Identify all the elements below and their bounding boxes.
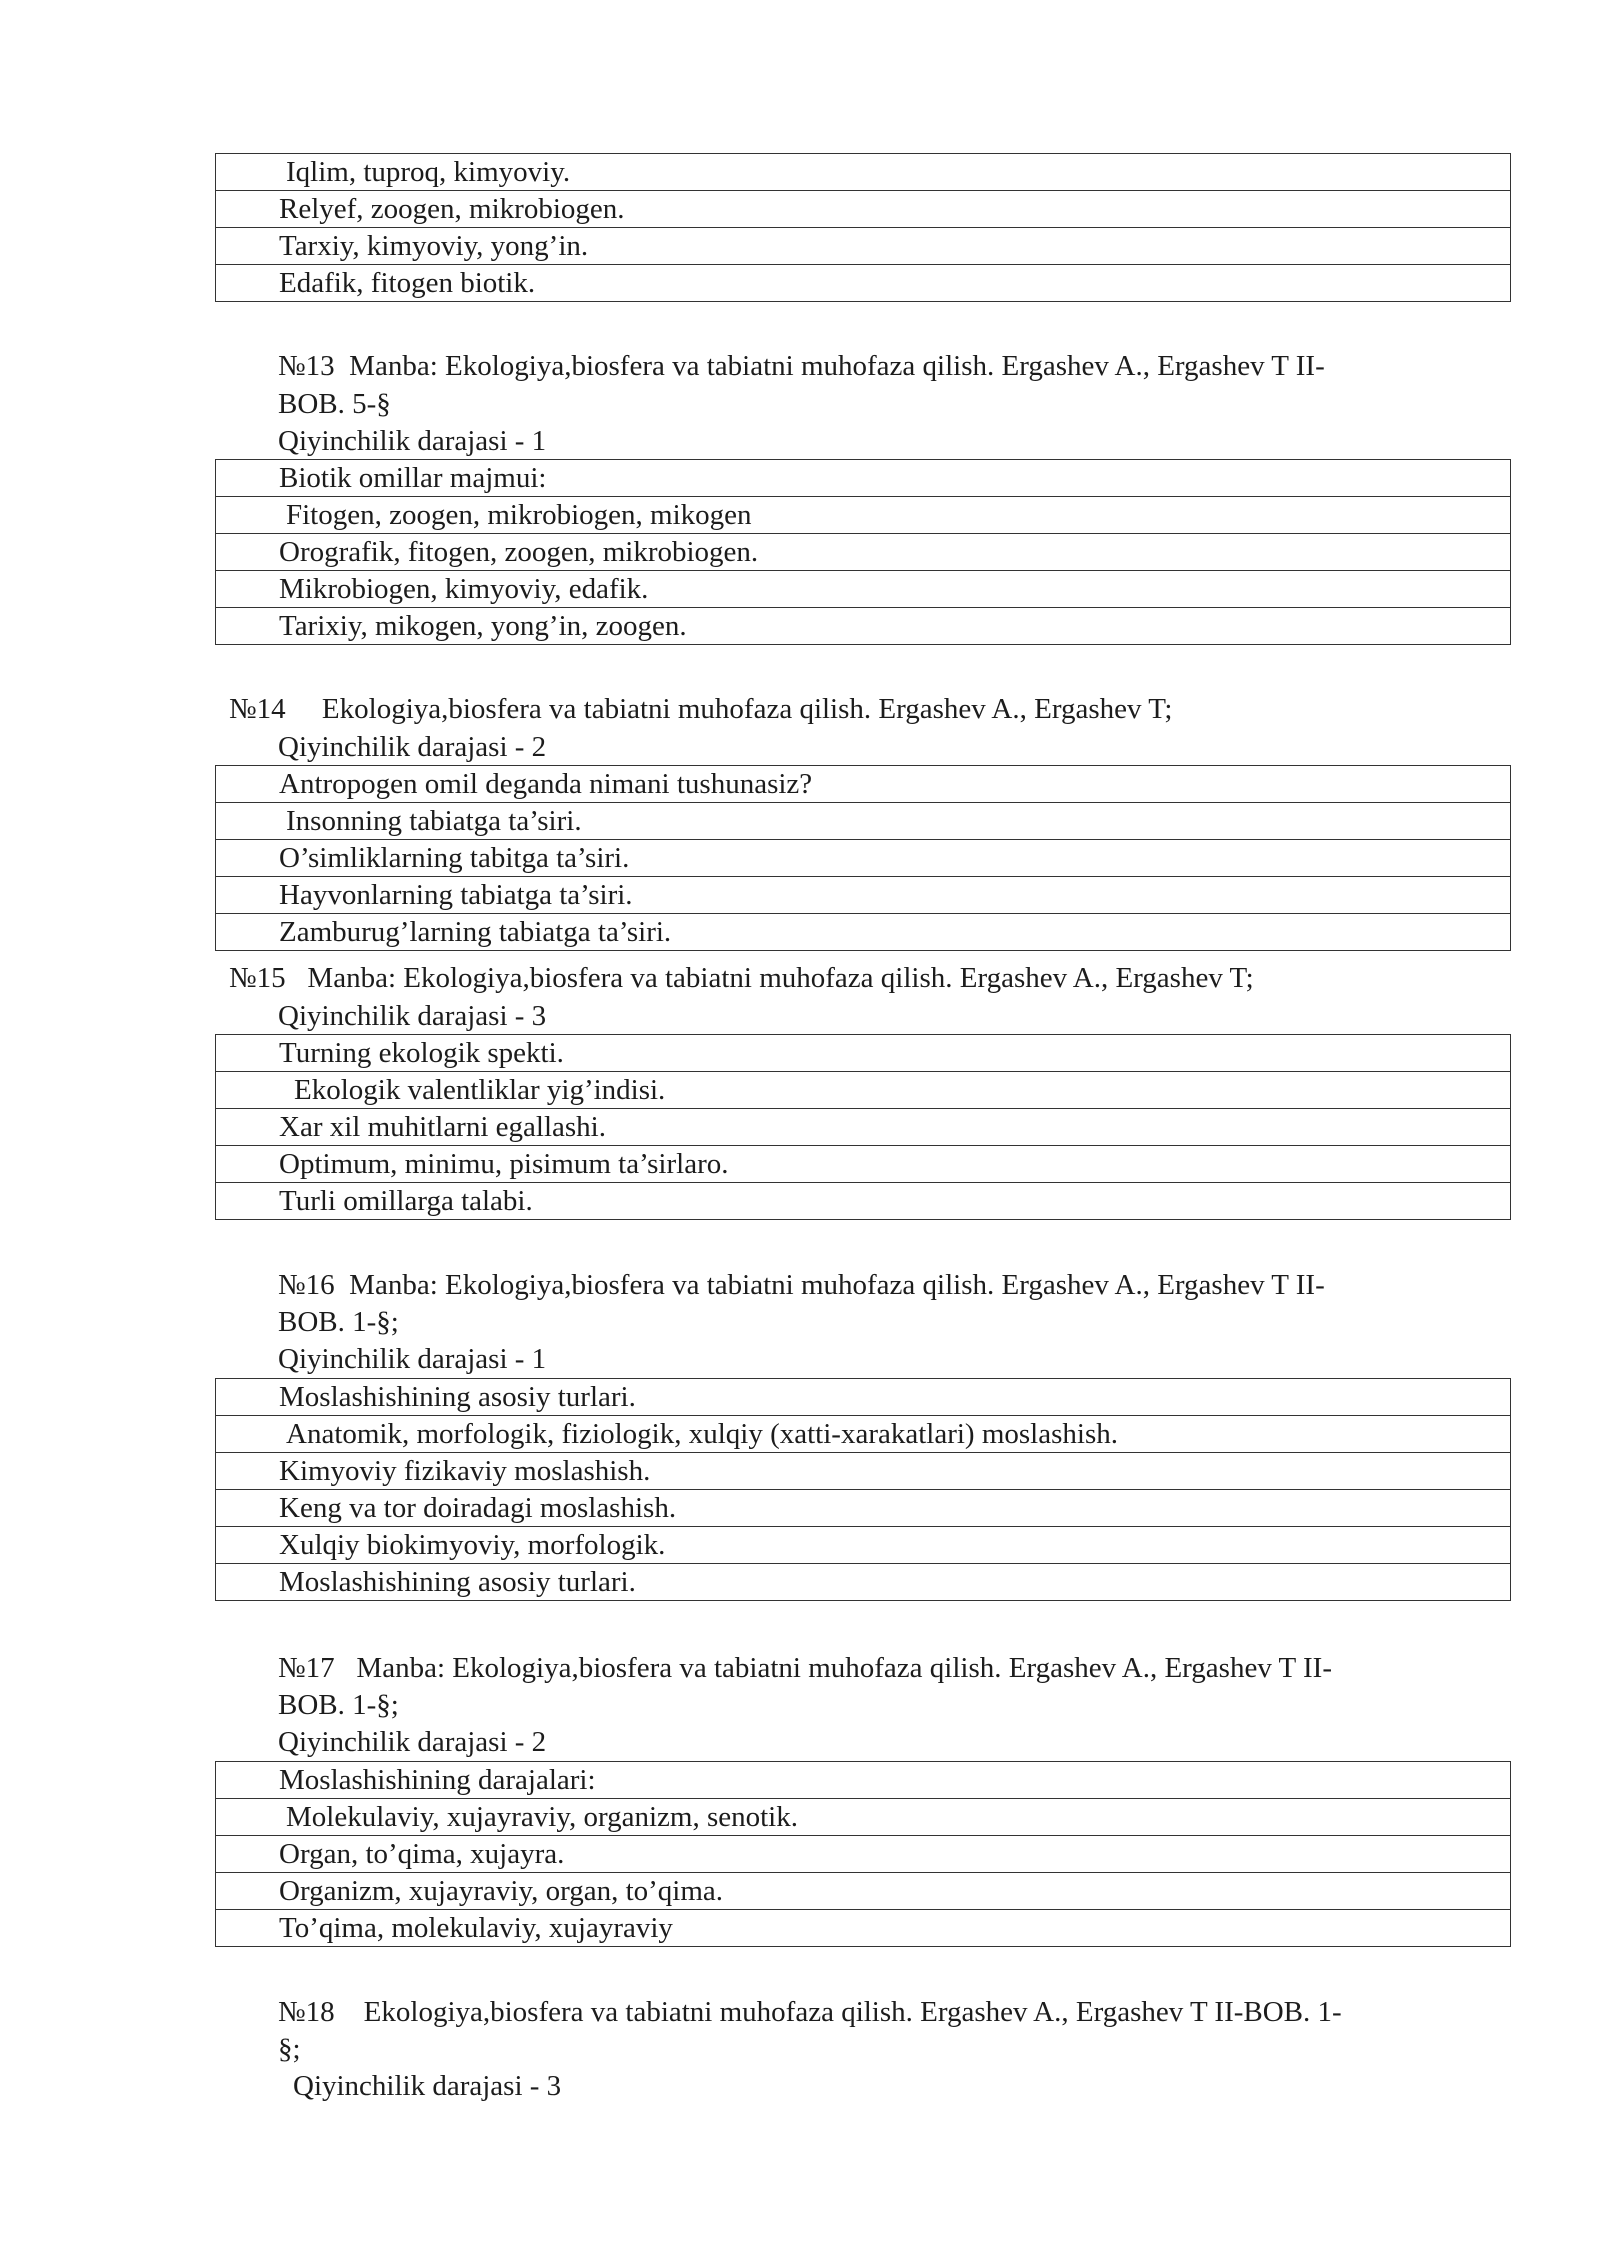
answer-row: Optimum, minimu, pisimum ta’sirlaro. xyxy=(215,1146,1511,1183)
q14-table xyxy=(215,765,1511,951)
answer-row: Xar xil muhitlarni egallashi. xyxy=(215,1109,1511,1146)
answer-row: Mikrobiogen, kimyoviy, edafik. xyxy=(215,571,1511,608)
q15-source-line1: Manba: Ekologiya,biosfera va tabiatni muhofaza qilish. Ergashev A., Ergashev T; xyxy=(307,962,1254,994)
q13-table xyxy=(215,459,1511,645)
q17-difficulty: Qiyinchilik darajasi - 2 xyxy=(278,1726,547,1758)
q16-source-line1: Manba: Ekologiya,biosfera va tabiatni muhofaza qilish. Ergashev A., Ergashev T II- xyxy=(349,1269,1325,1301)
answer-row: Anatomik, morfologik, fiziologik, xulqiy (xatti-xarakatlari) moslashish. xyxy=(215,1416,1511,1453)
answer-table-top xyxy=(215,153,1511,302)
q17-source xyxy=(278,1650,1332,1687)
q17-number: №17 xyxy=(278,1652,335,1684)
q15-number: №15 xyxy=(229,962,286,994)
q18-difficulty: Qiyinchilik darajasi - 3 xyxy=(293,2070,562,2102)
answer-row: To’qima, molekulaviy, xujayraviy xyxy=(215,1910,1511,1947)
answer-row: Xulqiy biokimyoviy, morfologik. xyxy=(215,1527,1511,1564)
q13-source xyxy=(278,348,1325,385)
question-row: Biotik omillar majmui: xyxy=(215,460,1511,497)
answer-row: Molekulaviy, xujayraviy, organizm, senotik. xyxy=(215,1799,1511,1836)
answer-row: Moslashishining asosiy turlari. xyxy=(215,1564,1511,1601)
table-row: Relyef, zoogen, mikrobiogen. xyxy=(215,191,1511,228)
answer-row: O’simliklarning tabitga ta’siri. xyxy=(215,840,1511,877)
q13-source-line1: Manba: Ekologiya,biosfera va tabiatni muhofaza qilish. Ergashev A., Ergashev T II- xyxy=(349,350,1325,382)
q16-table xyxy=(215,1378,1511,1601)
answer-row: Tarixiy, mikogen, yong’in, zoogen. xyxy=(215,608,1511,645)
table-row: Tarxiy, kimyoviy, yong’in. xyxy=(215,228,1511,265)
q18-number: №18 xyxy=(278,1996,335,2028)
table-row: Edafik, fitogen biotik. xyxy=(215,265,1511,302)
q14-difficulty: Qiyinchilik darajasi - 2 xyxy=(278,731,547,763)
q13-difficulty: Qiyinchilik darajasi - 1 xyxy=(278,425,547,457)
q17-table xyxy=(215,1761,1511,1947)
answer-row: Fitogen, zoogen, mikrobiogen, mikogen xyxy=(215,497,1511,534)
answer-row: Organ, to’qima, xujayra. xyxy=(215,1836,1511,1873)
q18-source-line2: §; xyxy=(278,2033,301,2065)
q14-source-line1: Ekologiya,biosfera va tabiatni muhofaza qilish. Ergashev A., Ergashev T; xyxy=(321,693,1173,725)
q16-source-line2: BOB. 1-§; xyxy=(278,1306,399,1338)
q16-difficulty: Qiyinchilik darajasi - 1 xyxy=(278,1343,547,1375)
q17-source-line1: Manba: Ekologiya,biosfera va tabiatni muhofaza qilish. Ergashev A., Ergashev T II- xyxy=(356,1652,1332,1684)
answer-row: Kimyoviy fizikaviy moslashish. xyxy=(215,1453,1511,1490)
q16-number: №16 xyxy=(278,1269,335,1301)
question-row: Moslashishining asosiy turlari. xyxy=(215,1379,1511,1416)
answer-row: Insonning tabiatga ta’siri. xyxy=(215,803,1511,840)
answer-row: Turli omillarga talabi. xyxy=(215,1183,1511,1220)
answer-row: Hayvonlarning tabiatga ta’siri. xyxy=(215,877,1511,914)
q15-source xyxy=(229,960,1254,997)
answer-row: Orografik, fitogen, zoogen, mikrobiogen. xyxy=(215,534,1511,571)
answer-row: Organizm, xujayraviy, organ, to’qima. xyxy=(215,1873,1511,1910)
table-row: Iqlim, tuproq, kimyoviy. xyxy=(215,154,1511,191)
q14-number: №14 xyxy=(229,693,286,725)
q16-source xyxy=(278,1267,1325,1304)
q15-table xyxy=(215,1034,1511,1220)
q14-source xyxy=(229,691,1172,728)
question-row: Antropogen omil deganda nimani tushunasiz? xyxy=(215,766,1511,803)
q17-source-line2: BOB. 1-§; xyxy=(278,1689,399,1721)
answer-row: Ekologik valentliklar yig’indisi. xyxy=(215,1072,1511,1109)
q18-source-line1: Ekologiya,biosfera va tabiatni muhofaza qilish. Ergashev A., Ergashev T II-BOB. 1- xyxy=(363,1996,1342,2028)
q13-source-line2: BOB. 5-§ xyxy=(278,388,391,420)
answer-row: Keng va tor doiradagi moslashish. xyxy=(215,1490,1511,1527)
question-row: Turning ekologik spekti. xyxy=(215,1035,1511,1072)
q13-number: №13 xyxy=(278,350,335,382)
q18-source xyxy=(278,1994,1342,2031)
question-row: Moslashishining darajalari: xyxy=(215,1762,1511,1799)
q15-difficulty: Qiyinchilik darajasi - 3 xyxy=(278,1000,547,1032)
answer-row: Zamburug’larning tabiatga ta’siri. xyxy=(215,914,1511,951)
